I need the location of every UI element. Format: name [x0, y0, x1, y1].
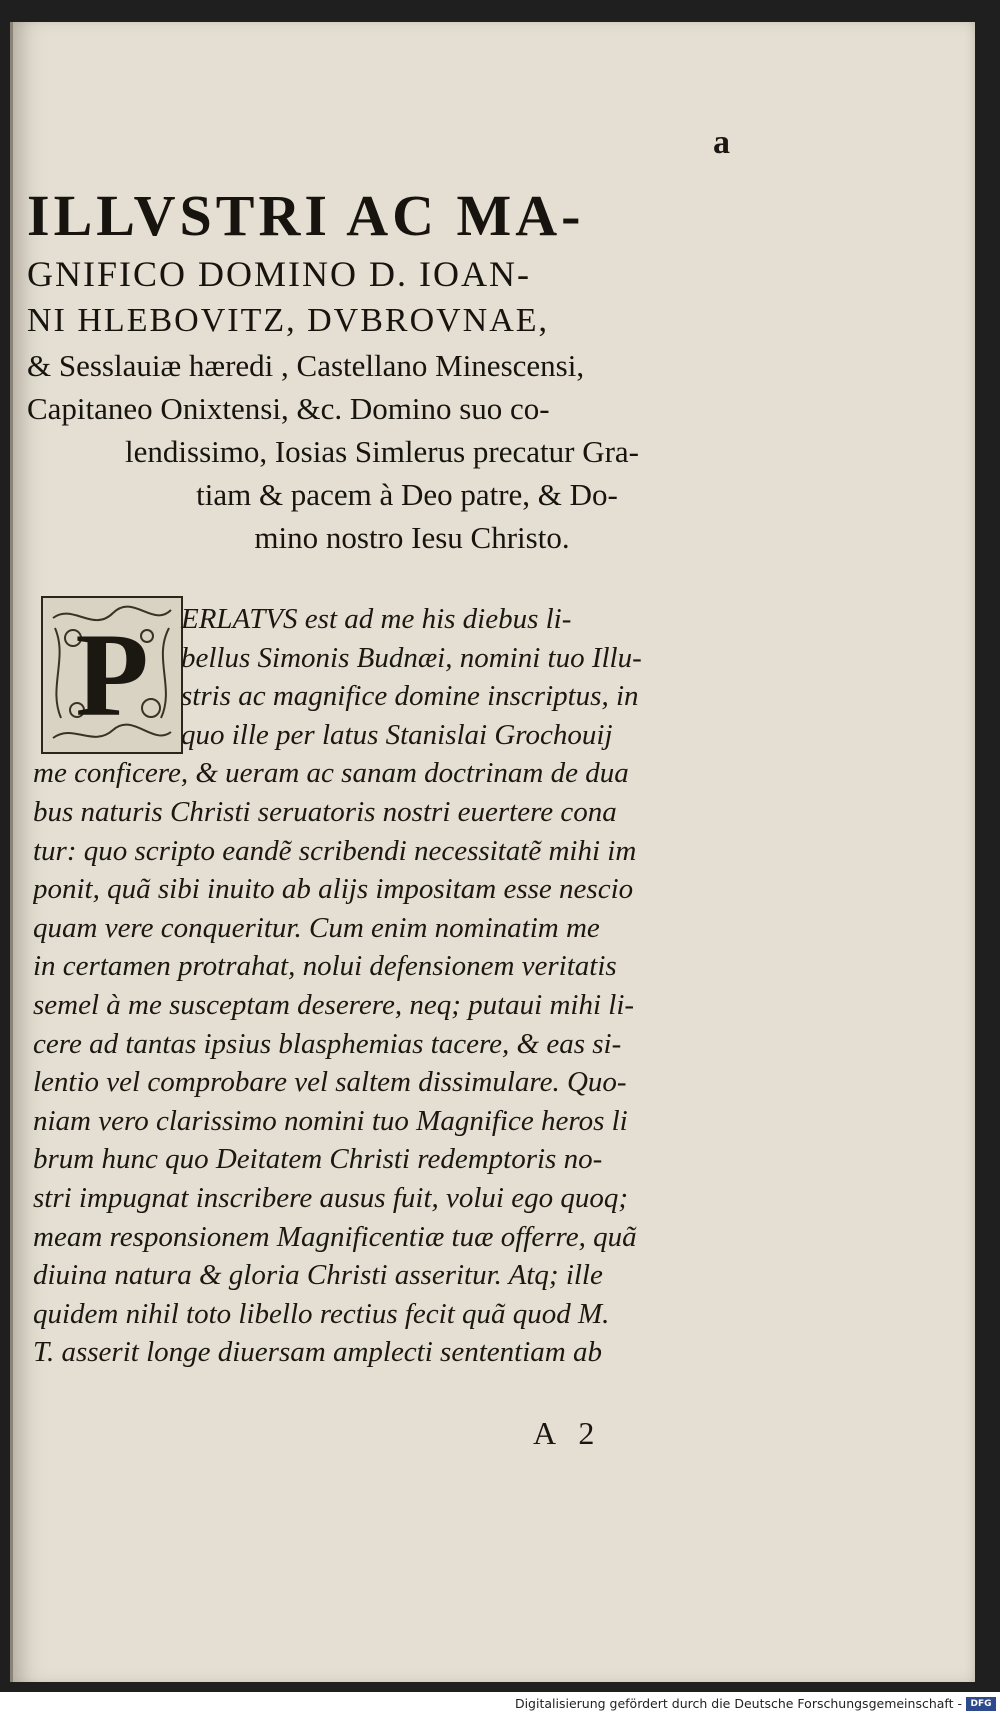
text-line: lentio vel comprobare vel saltem dissimulare. Quo-: [33, 1066, 627, 1099]
text-line: T. asserit longe diuersam amplecti sententiam ab: [33, 1336, 602, 1369]
text-line: bus naturis Christi seruatoris nostri euertere cona: [33, 795, 617, 828]
text-line: ponit, quã sibi inuito ab alijs impositam esse nescio: [33, 873, 634, 906]
text-line: bellus Simonis Budnæi, nomini tuo Illu-: [181, 641, 642, 674]
page-signature-top: a: [713, 124, 730, 161]
dedication-body: [33, 600, 749, 1372]
dfg-logo-icon: DFG: [966, 1697, 996, 1711]
book-page: [10, 22, 975, 1682]
title-line: tiam & pacem à Deo patre, & Do-: [196, 477, 618, 512]
text-line: diuina natura & gloria Christi asseritur. Atq; ille: [33, 1259, 603, 1292]
text-line: tur: quo scripto eandẽ scribendi necessitatẽ mihi im: [33, 834, 637, 867]
text-line: quo ille per latus Stanislai Grochouij: [181, 718, 613, 751]
title-line: ILLVSTRI AC MA-: [27, 183, 585, 248]
digitization-footer: [0, 1692, 1000, 1716]
text-line: stris ac magnifice domine inscriptus, in: [181, 680, 639, 713]
text-line: cere ad tantas ipsius blasphemias tacere, & eas si-: [33, 1027, 622, 1060]
text-line: in certamen protrahat, nolui defensionem veritatis: [33, 950, 617, 983]
text-line: niam vero clarissimo nomini tuo Magnifice heros li: [33, 1104, 628, 1137]
text-line: semel à me susceptam deserere, neq; putaui mihi li-: [33, 988, 635, 1021]
title-line: & Sesslauiæ hæredi , Castellano Minescensi,: [27, 348, 585, 383]
footer-credit: Digitalisierung gefördert durch die Deutsche Forschungsgemeinschaft -: [514, 1696, 962, 1711]
page-signature-bottom: A 2: [533, 1415, 603, 1451]
dedication-title: [27, 182, 747, 559]
text-line: brum hunc quo Deitatem Christi redemptoris no-: [33, 1143, 603, 1176]
text-line: stri impugnat inscribere ausus fuit, volui ego quoq;: [33, 1181, 629, 1214]
title-line: Capitaneo Onixtensi, &c. Domino suo co-: [27, 391, 550, 426]
title-line: NI HLEBOVITZ, DVBROVNAE,: [27, 302, 550, 339]
title-line: GNIFICO DOMINO D. IOAN-: [27, 254, 531, 294]
title-line: lendissimo, Iosias Simlerus precatur Gra-: [125, 434, 639, 469]
text-line: quam vere conqueritur. Cum enim nominatim me: [33, 911, 600, 944]
title-line: mino nostro Iesu Christo.: [254, 520, 570, 555]
text-line: ERLATVS est ad me his diebus li-: [181, 603, 572, 635]
initial-letter: P: [75, 608, 149, 741]
text-line: quidem nihil toto libello rectius fecit quã quod M.: [33, 1297, 610, 1330]
text-line: meam responsionem Magnificentiæ tuæ offerre, quã: [33, 1220, 637, 1253]
text-line: me conficere, & ueram ac sanam doctrinam de dua: [33, 757, 629, 790]
